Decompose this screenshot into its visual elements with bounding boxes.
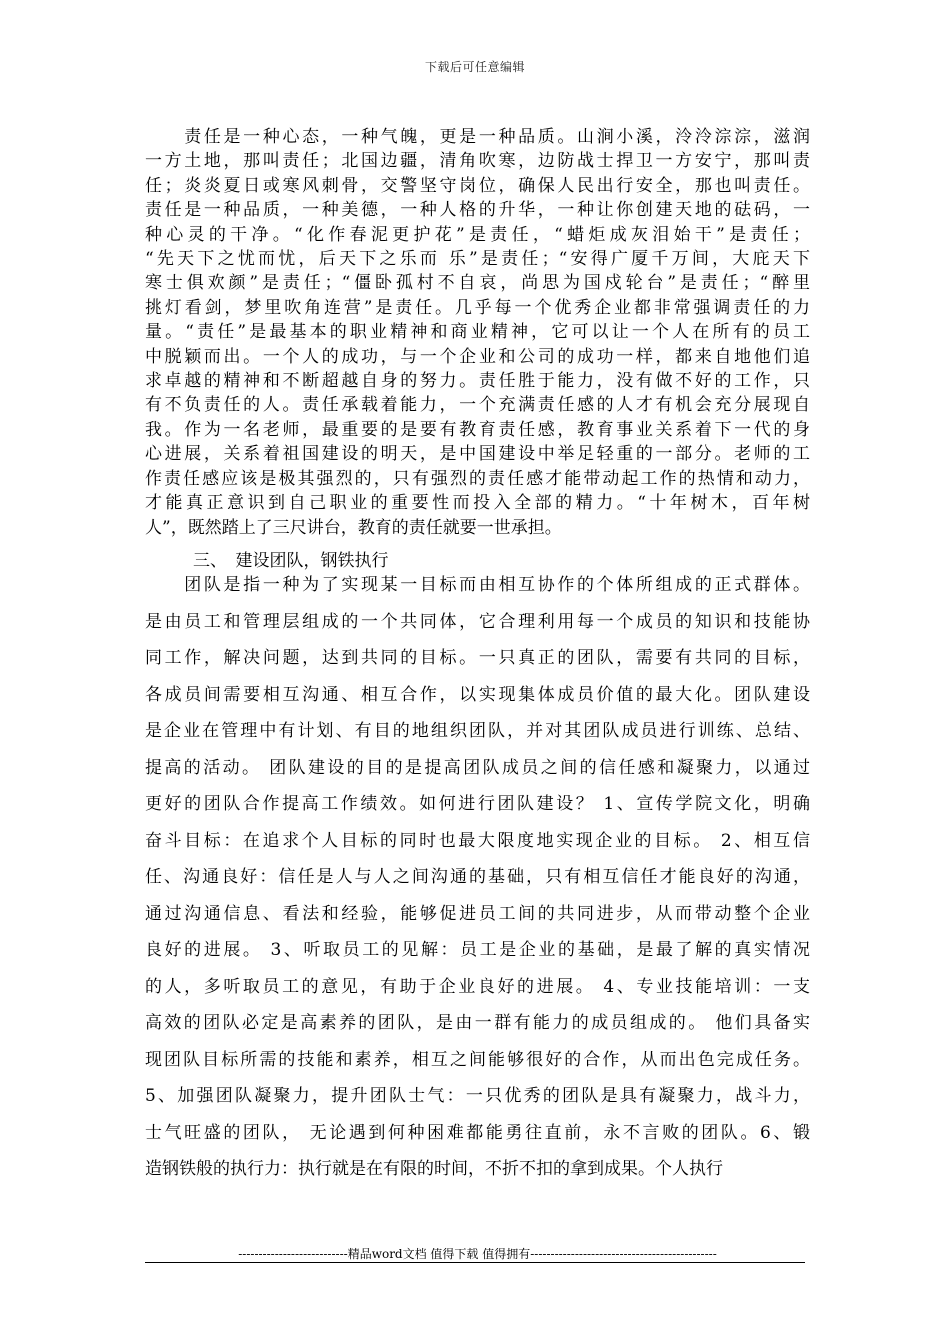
- text-line: 责任是一种品质，一种美德，一种人格的升华，一种让你创建天地的砝码，一: [145, 200, 810, 221]
- text-line: 心进展，关系着祖国建设的明天，是中国建设中举足轻重的一部分。老师的工: [145, 444, 810, 465]
- text-line: 通过沟通信息、看法和经验，能够促进员工间的共同进步，从而带动整个企业: [145, 903, 810, 924]
- text-line: 士气旺盛的团队， 无论遇到何种困难都能勇往直前，永不言败的团队。6、锻: [145, 1122, 810, 1143]
- text-line: 是企业在管理中有计划、有目的地组织团队，并对其团队成员进行训练、总结、: [145, 721, 810, 741]
- text-line: 高效的团队必定是高素养的团队，是由一群有能力的成员组成的。 他们具备实: [145, 1013, 810, 1033]
- section-heading: 三、 建设团队，钢铁执行: [193, 551, 389, 571]
- text-line: 任、沟通良好：信任是人与人之间沟通的基础，只有相互信任才能良好的沟通，: [145, 867, 810, 887]
- text-line: 良好的进展。 3、听取员工的见解：员工是企业的基础，是最了解的真实情况: [145, 940, 810, 960]
- text-line: 才能真正意识到自己职业的重要性而投入全部的精力。“十年树木，百年树: [145, 493, 810, 514]
- text-line: 中脱颖而出。一个人的成功，与一个企业和公司的成功一样，都来自地他们追: [145, 346, 810, 367]
- text-line: 寒士俱欢颜”是责任；“僵卧孤村不自哀，尚思为国戍轮台”是责任；“醉里: [145, 273, 810, 294]
- text-line: 团队是指一种为了实现某一目标而由相互协作的个体所组成的正式群体。: [145, 575, 810, 595]
- text-line: 责任是一种心态，一种气魄，更是一种品质。山涧小溪，泠泠淙淙，滋润: [145, 127, 810, 147]
- text-line: 我。作为一名老师，最重要的是要有教育责任感，教育事业关系着下一代的身: [145, 419, 810, 440]
- text-line: 更好的团队合作提高工作绩效。如何进行团队建设？ 1、宣传学院文化，明确: [145, 794, 810, 814]
- footer-divider: [145, 1262, 805, 1263]
- text-line: 的人，多听取员工的意见，有助于企业良好的进展。 4、专业技能培训：一支: [145, 976, 810, 997]
- text-line: 有不负责任的人。责任承载着能力，一个充满责任感的人才有机会充分展现自: [145, 395, 810, 416]
- text-line: 同工作，解决问题，达到共同的目标。一只真正的团队，需要有共同的目标，: [145, 648, 810, 668]
- text-line: 种心灵的干净。“化作春泥更护花”是责任，“蜡炬成灰泪始干”是责任；: [145, 224, 810, 245]
- text-line: 是由员工和管理层组成的一个共同体，它合理利用每一个成员的知识和技能协: [145, 611, 810, 632]
- text-line: 一方土地，那叫责任；北国边疆，清角吹寒，边防战士捍卫一方安宁，那叫责: [145, 151, 810, 172]
- page-footer: ---------------------------精品word文档 值得下载 值得拥有----------------------------------------------: [238, 1247, 717, 1261]
- text-line: 求卓越的精神和不断超越自身的努力。责任胜于能力，没有做不好的工作，只: [145, 371, 810, 392]
- page-header: 下载后可任意编辑: [424, 60, 525, 74]
- paragraph-team-building: [145, 567, 810, 1188]
- text-line: 量。“责任”是最基本的职业精神和商业精神，它可以让一个人在所有的员工: [145, 322, 810, 343]
- text-line: 作责任感应该是极其强烈的，只有强烈的责任感才能带动起工作的热情和动力，: [145, 468, 810, 489]
- text-line: 现团队目标所需的技能和素养，相互之间能够很好的合作，从而出色完成任务。: [145, 1049, 810, 1070]
- text-line: 挑灯看剑，梦里吹角连营”是责任。几乎每一个优秀企业都非常强调责任的力: [145, 297, 810, 318]
- text-line: 各成员间需要相互沟通、相互合作，以实现集体成员价值的最大化。团队建设: [145, 684, 810, 705]
- text-line: “先天下之忧而忧，后天下之乐而 乐”是责任；“安得广厦千万间，大庇天下: [145, 249, 810, 270]
- text-line: 5、加强团队凝聚力，提升团队士气：一只优秀的团队是具有凝聚力，战斗力，: [145, 1086, 810, 1106]
- text-line: 提高的活动。 团队建设的目的是提高团队成员之间的信任感和凝聚力，以通过: [145, 757, 810, 778]
- paragraph-responsibility: [145, 125, 810, 540]
- text-line: 任；炎炎夏日或寒风刺骨，交警坚守岗位，确保人民出行安全，那也叫责任。: [145, 175, 810, 196]
- text-line: 人”，既然踏上了三尺讲台，教育的责任就要一世承担。: [145, 517, 562, 538]
- text-line: 奋斗目标：在追求个人目标的同时也最大限度地实现企业的目标。 2、相互信: [145, 830, 810, 851]
- text-line: 造钢铁般的执行力：执行就是在有限的时间，不折不扣的拿到成果。个人执行: [145, 1159, 723, 1179]
